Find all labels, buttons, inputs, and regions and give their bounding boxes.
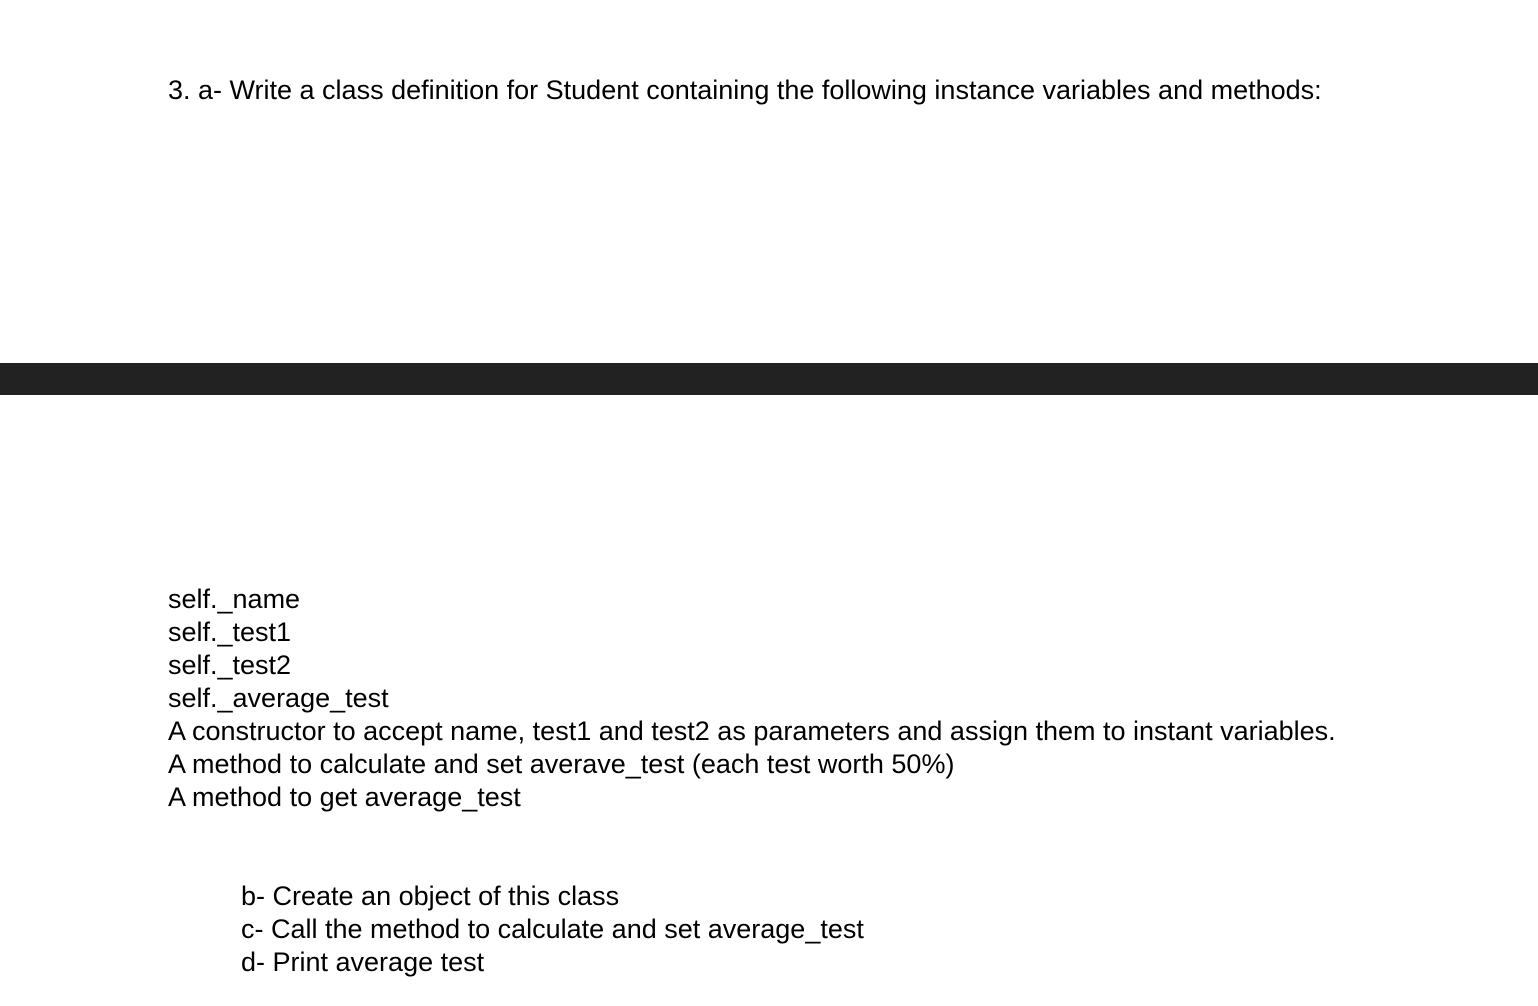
subpart-d: d- Print average test <box>241 947 485 977</box>
method-get-average: A method to get average_test <box>168 782 521 812</box>
instance-variable-name: self._name <box>168 584 301 614</box>
subpart-b: b- Create an object of this class <box>241 881 620 911</box>
method-constructor: A constructor to accept name, test1 and test2 as parameters and assign them to instant variables. <box>168 716 1336 746</box>
instance-variable-average-test: self._average_test <box>168 683 389 713</box>
instance-variable-test2: self._test2 <box>168 650 292 680</box>
method-calculate-average: A method to calculate and set averave_test (each test worth 50%) <box>168 749 955 779</box>
subpart-c: c- Call the method to calculate and set average_test <box>241 914 864 944</box>
requirements-list <box>168 583 1368 814</box>
subparts-list <box>241 880 1341 979</box>
instance-variable-test1: self._test1 <box>168 617 292 647</box>
question-header: 3. a- Write a class definition for Student containing the following instance variables and methods: <box>168 75 1322 105</box>
divider-bar <box>0 363 1538 395</box>
